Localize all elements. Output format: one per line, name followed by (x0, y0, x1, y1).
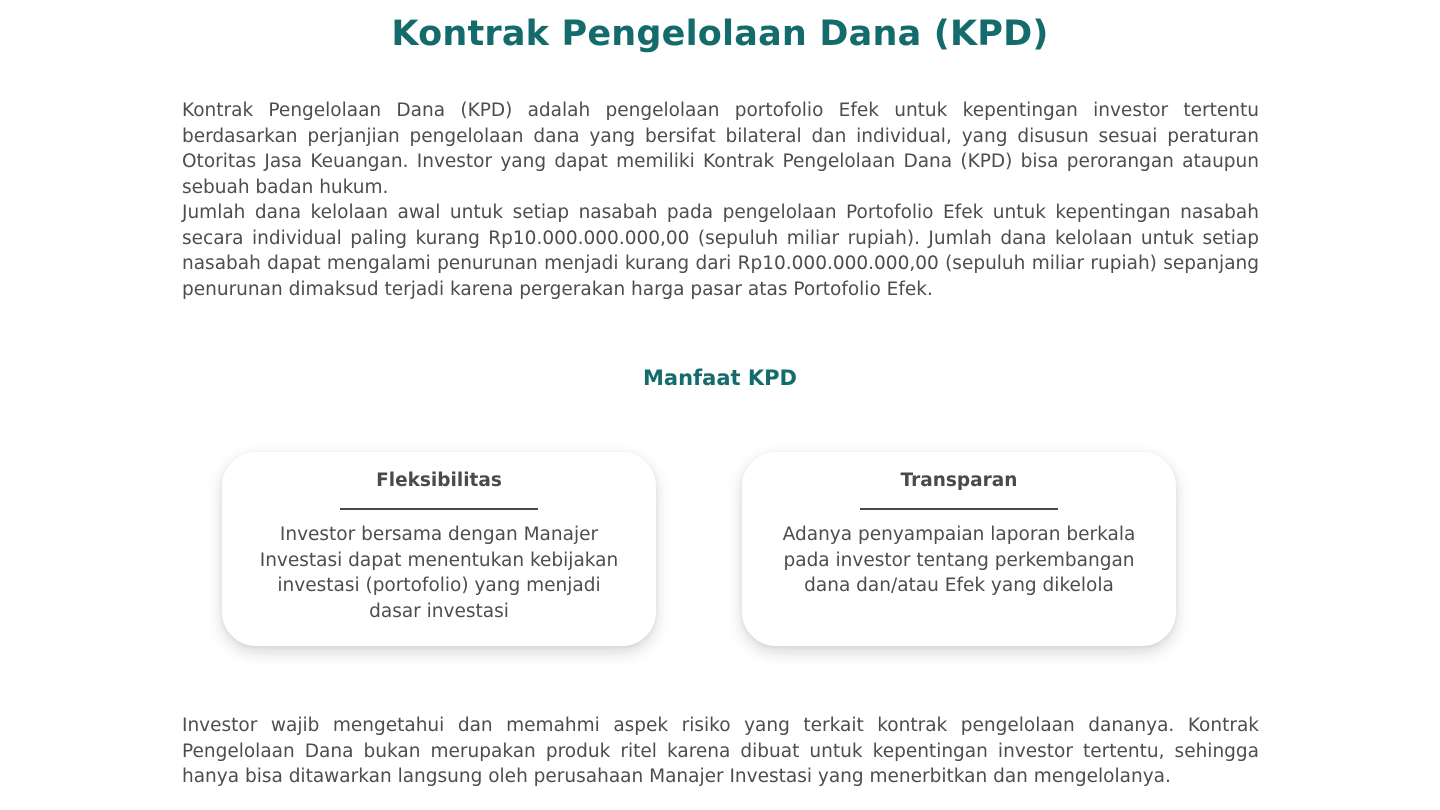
benefit-card-divider (340, 508, 538, 510)
benefit-card-fleksibilitas (222, 452, 656, 646)
benefit-card-divider (860, 508, 1058, 510)
benefits-section-title: Manfaat KPD (643, 366, 797, 390)
benefit-card-text: Investor bersama dengan Manajer Investasi dapat menentukan kebijakan investasi (portofolio) yang menjadi dasar investasi (259, 524, 619, 622)
intro-paragraph-minimum-funds: Jumlah dana kelolaan awal untuk setiap nasabah pada pengelolaan Portofolio Efek untuk kepentingan nasabah secara individual paling kurang Rp10.000.000.000,00 (sepuluh miliar rupiah). Jumlah dana kelolaan untuk setiap nasabah dapat mengalami penurunan menjadi kurang dari Rp10.000.000.000,00 (sepuluh miliar rupiah) sepanjang penurunan dimaksud terjadi karena pergerakan harga pasar atas Portofolio Efek. (182, 202, 1259, 300)
closing-paragraph-risk: Investor wajib mengetahui dan memahmi aspek risiko yang terkait kontrak pengelolaan dananya. Kontrak Pengelolaan Dana bukan merupakan produk ritel karena dibuat untuk kepentingan investor tertentu, sehingga hanya bisa ditawarkan langsung oleh perusahaan Manajer Investasi yang menerbitkan dan mengelolanya. (182, 715, 1259, 787)
intro-paragraph-definition: Kontrak Pengelolaan Dana (KPD) adalah pengelolaan portofolio Efek untuk kepentingan investor tertentu berdasarkan perjanjian pengelolaan dana yang bersifat bilateral dan individual, yang disusun sesuai peraturan Otoritas Jasa Keuangan. Investor yang dapat memiliki Kontrak Pengelolaan Dana (KPD) bisa perorangan ataupun sebuah badan hukum. (182, 100, 1259, 198)
benefit-card-title: Fleksibilitas (376, 470, 502, 491)
page-title: Kontrak Pengelolaan Dana (KPD) (391, 14, 1049, 54)
benefit-card-text: Adanya penyampaian laporan berkala pada investor tentang perkembangan dana dan/atau Efek yang dikelola (782, 524, 1136, 596)
benefit-card-transparan (742, 452, 1176, 646)
benefit-card-title: Transparan (900, 470, 1018, 491)
